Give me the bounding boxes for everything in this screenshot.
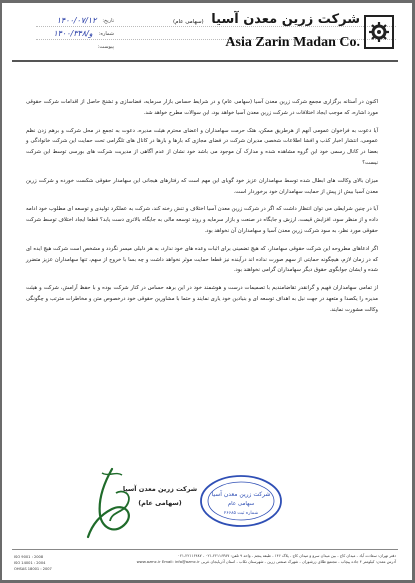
body-paragraph: اکنون در آستانه برگزاری مجمع شرکت زرین معدن آسیا (سهامی عام) و در شرایط حساس بازار سرمایه، فضاسازی و تشنج حاصل از اقدامات شرکت حقوقی مورد اشاره، که موجب ایجاد اختلافات در شرکت زرین معدن آسیا خواهد بود، این سوالات مطرح خواهد شد. — [26, 99, 378, 116]
signatory — [120, 485, 200, 507]
company-stamp — [198, 473, 284, 529]
letter-page — [2, 3, 412, 580]
iso-9001: ISO 9001 : 2008 — [14, 555, 44, 559]
ohsas-18001: OHSAS 18001 : 2007 — [14, 567, 52, 571]
company-logo — [364, 15, 394, 49]
company-name-en: Asia Zarin Madan Co. — [225, 35, 360, 50]
header-rule — [12, 60, 398, 62]
company-name-fa — [173, 12, 360, 27]
letter-meta-fields — [34, 14, 114, 53]
body-paragraph: اگر ادعاهای مطروحه این شرکت حقوقی سهامدار، که هیچ تضمینی برای اثبات وعده های خود ندارد، به هر دلیلی میسر نگردد و مشخص است شرکت هیچ ایده ای که در زمان لازم، هیچگونه حمایتی از سهم صورت نداده اند درآینده نیز قطعا حمایت موثر نخواهد داشت و چه بسا با خروج از سهم، تنها سهامداران عزیز متضرر شده و ایشان جوابگوی حقوق دیگر سهامداران گرامی نخواهند بود. — [26, 245, 378, 274]
mine-address: آدرس معدن: کیلومتر ۴ جاده پیچاب - مجتمع طلای زرشوران - شهرک صنعتی زرین - شهرستان تکاب - استان آذربایجان غربی www.azmc.ir Email: info@azmc.ir — [136, 559, 396, 564]
footer-rule — [12, 549, 398, 550]
body-paragraph: میزان بالای وکالت های ابطال شده توسط سهامداران عزیز خود گویای این مهم است که رفتارهای هیجانی این سهامدار حقوقی شکست خورده و شرکت زرین معدن آسیا بیش از پیش از حمایت سهامداران خود برخوردار است. — [26, 177, 378, 195]
iso-14001: ISO 14001 : 2004 — [14, 561, 46, 565]
body-paragraph: از تمامی سهامداران فهیم و گرانقدر تقاضامندیم با تصمیمات درست و هوشمند خود در این برهه حساس در کنار شرکت بوده و با حفظ آرامش، شرکت و هیئت مدیره را یکصدا و متعهد در جهت نیل به اهداف توسعه ای و بنیادین خود یاری نمایند و حتما با مشاورین حقوقی خود درخصوص متن و مخاطرات مترتب و چگونگی وکالت مشورت نمایند. — [26, 285, 378, 313]
date-value: ۱۴۰۰/۰۷/۱۲ — [56, 16, 97, 25]
letter-body — [26, 97, 378, 323]
number-value: ۱۴۰۰/۳۴۸/و — [53, 29, 93, 38]
gear-logo-icon — [368, 20, 390, 44]
stamp-type: سهامی عام — [227, 501, 255, 507]
attachment-label: پیوست: — [97, 43, 114, 50]
company-type-fa: (سهامی عام) — [172, 19, 204, 25]
attachment-field — [34, 40, 114, 53]
stamp-title: شرکت زرین معدن آسیا — [211, 491, 271, 498]
date-label: تاریخ: — [102, 17, 114, 24]
signatory-type: (سهامی عام) — [138, 499, 182, 507]
iso-certifications — [14, 554, 52, 572]
number-label: شماره: — [98, 30, 114, 37]
company-name-fa-text: شرکت زرین معدن آسیا — [211, 12, 360, 27]
body-paragraph: آیا در چنین شرایطی می توان انتظار داشت که اگر در شرکت زرین معدن آسیا اختلاف و تنش رخنه کند، شرکت به عملکرد تولیدی و توسعه ای مطلوب خود ادامه داده و از منظر سود، افزایش قیمت، ارزش و جایگاه در صنعت و بازار سرمایه و روند توسعه مالی به جایگاه بالاتری دست یابد؟ قطعا ایجاد اختلاف توسط شرکت حقوقی مورد نظر، به سود شرکت زرین معدن آسیا و سهامداران آن نخواهد بود. — [26, 206, 378, 234]
stamp-registration: شماره ثبت ۲۶۶۸۵ — [223, 511, 259, 516]
signatory-company: شرکت زرین معدن آسیا — [122, 485, 198, 493]
tehran-office-address: دفتر تهران: سعادت آباد - میدان کاج - بین میدان سرو و میدان کاج - پلاک ۱۴۶ - طبقه پنجم - واحد ۹ تلفن: ۲۲۱۱۶۳۸۷-۰۲۱ - ۲۲۱۱۶۴۸۷-۰۲۱ — [177, 553, 396, 558]
body-paragraph: آیا دعوت به فراخوان عمومی آنهم از هرطریق ممکن، هتک حرمت سهامداران و اعضای محترم هیئت مدیره، دعوت به تجمع در محل شرکت و برهم زدن نظم عمومی، انتشار اخبار کذب و افشا اطلاعات شخصی مدیران شرکت در فضای مجازی که بارها و بارها در کانال های تلگرامی تحت حمایت این شرکت خانوادگی و بعضا در کانال رسمی خود این گروه مشاهده شده و مدارک آن موجود می باشد خود نشان از عدم آگاهی از مدیریت شرکت های بورسی توسط این شرکت نیست؟ — [26, 127, 378, 166]
footer-address — [72, 553, 396, 565]
